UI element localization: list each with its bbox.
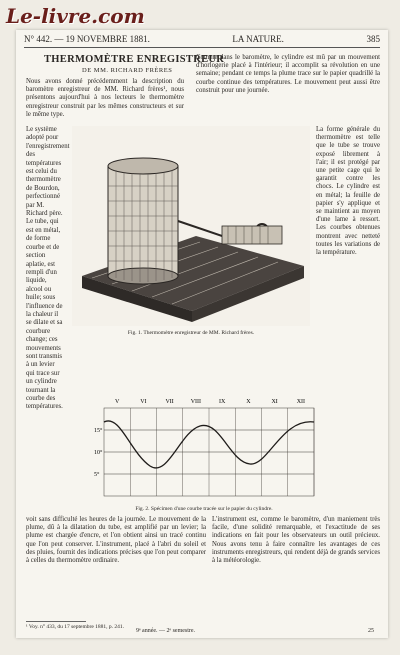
day-label: VI [140, 399, 147, 405]
document-page [16, 30, 388, 638]
narrow-column-right: La forme générale du thermomètre est telle que le tube se trouve exposé librement à l'air; il est protégé par une petite cage qui le garantit contre les chocs. Le cylindre est en métal; la feuille de papier s'y applique et se maintient au moyen d'une lame à ressort. Les courbes obtenues montrent avec netteté toutes les variations de la température. [316, 126, 380, 257]
column-right-top [196, 54, 380, 95]
column-right-bottom [212, 516, 380, 565]
column-left-top [26, 78, 184, 120]
paragraph: Comme dans le baromètre, le cylindre est mû par un mouvement d'horlogerie placé à l'intérieur; il accomplit sa révolution en une semaine; pendant ce temps la plume trace sur le papier quadrillé la courbe continue des températures. Le mouvement peut aussi être construit pour une journée. [196, 54, 380, 94]
day-label: V [114, 399, 120, 405]
day-label: XII [296, 399, 306, 405]
header-rule [24, 47, 380, 48]
journal-name: LA NATURE. [232, 34, 284, 44]
paragraph: Nous avons donné précédemment la description du baromètre enregistreur de MM. Richard frères¹, nous présentons aujourd'hui à nos lecteurs le thermomètre enregistreur construit par les mêmes constructeurs et sur le même type. [26, 78, 184, 118]
watermark-logo: Le-livre.com [6, 4, 145, 28]
issue-number: N° 442. — 19 NOVEMBRE 1881. [24, 34, 150, 44]
y-tick-label: 10° [94, 450, 103, 456]
footnote [26, 621, 380, 630]
day-label: XI [271, 399, 278, 405]
figure-1-caption: Fig. 1. Thermomètre enregistreur de MM. Richard frères. [127, 330, 255, 336]
day-label: VII [165, 399, 174, 405]
day-label: X [246, 399, 251, 405]
y-tick-label: 15° [94, 428, 103, 434]
footnote-rule [26, 621, 86, 622]
article-byline: DE MM. RICHARD FRÈRES [82, 67, 173, 74]
recording-drum [108, 166, 178, 276]
y-tick-label: 5° [94, 472, 100, 478]
day-label: VIII [190, 399, 202, 405]
narrow-column-left: Le système adopté pour l'enregistrement des températures est celui du thermomètre de Bourdon, perfectionné par M. Richard père. Le tube, qui est en métal, de forme courbe et de section aplatie, est rempli d'un liquide, alcool ou huile; sous l'influence de la chaleur il se dilate et sa courbure change; ces mouvements sont transmis à un levier qui trace sur un cylindre tournant la courbe des températures. [26, 126, 70, 411]
paragraph: voit sans difficulté les heures de la journée. Le mouvement de la plume, dû à la dilatation du tube, est amplifié par un levier; la plume est chargée d'encre, et l'on obtient ainsi un tracé continu que l'on peut conserver. L'instrument, placé à l'abri du soleil et des pluies, fournit des indications précises que l'on peut comparer à celles du thermomètre ordinaire. [26, 516, 206, 565]
article-title: THERMOMÈTRE ENREGISTREUR [44, 54, 225, 65]
paragraph: L'instrument est, comme le baromètre, d'un maniement très facile, d'une solidité remarquable, et l'exactitude de ses indications en fait pour les observateurs un outil précieux. Nous avons tenu à faire connaître les avantages de ces instruments enregistreurs, qui rendent déjà de grands services à la météorologie. [212, 516, 380, 565]
page-number: 385 [366, 34, 380, 44]
figure-1-engraving [72, 126, 310, 326]
column-left-bottom [26, 516, 206, 565]
figure-2-caption: Fig. 2. Spécimen d'une courbe tracée sur le papier du cylindre. [135, 506, 273, 512]
sheet-number: 25 [368, 628, 374, 634]
day-label: IX [218, 399, 226, 405]
figure-2-curve [90, 392, 318, 504]
footnote-text: ¹ Voy. n° 433, du 17 septembre 1881, p. 241. [26, 624, 125, 630]
signature-mark: 9ᵉ année. — 2ᵉ semestre. [136, 628, 196, 634]
running-header [24, 34, 380, 46]
